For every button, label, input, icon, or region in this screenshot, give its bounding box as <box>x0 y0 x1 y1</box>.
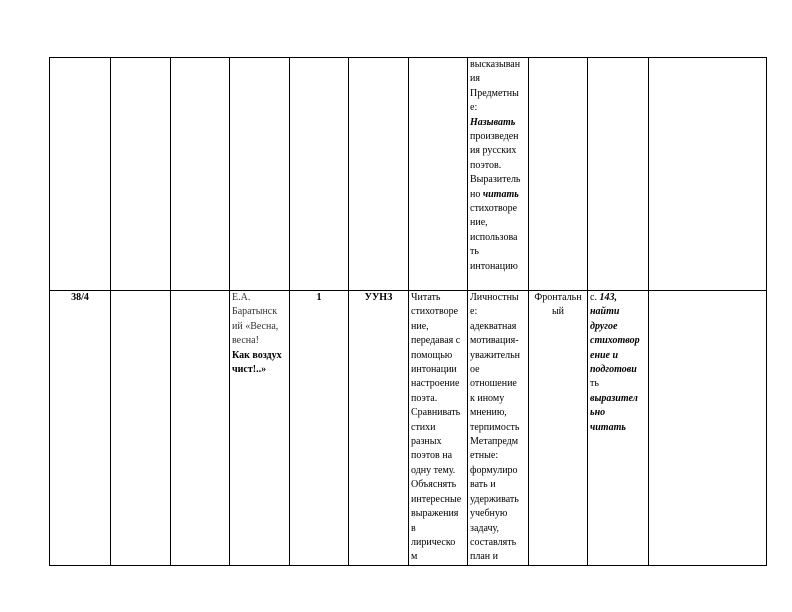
lesson-activities: Читать стихотворе ние, передавая с помощью интонации настроение поэта. Сравнивать стихи разных поэтов на одну тему. Объяснять интересные выражения в лирическо м <box>411 292 462 563</box>
body-text: высказыван <box>470 59 521 70</box>
text-line <box>470 188 526 202</box>
cell-type <box>349 291 409 566</box>
cell-empty <box>111 58 171 291</box>
lesson-type: УУНЗ <box>364 292 393 303</box>
body-text: Предметны <box>470 87 519 99</box>
lesson-number: 38/4 <box>71 292 89 303</box>
text-line <box>470 144 526 158</box>
text-line <box>470 116 526 130</box>
cell-empty <box>171 58 230 291</box>
text-line <box>470 159 526 173</box>
body-text: ия русских <box>470 145 517 157</box>
cell-type <box>349 58 409 291</box>
homework-emphasis: 143, найти другое стихотвор ение и подготови <box>590 292 640 376</box>
cell-hours <box>290 58 349 291</box>
lesson-form: Фронтальн ый <box>534 292 582 318</box>
cell-number <box>50 291 111 566</box>
body-text: ние, <box>470 217 488 229</box>
body-text: ия <box>470 73 480 85</box>
cell-empty <box>649 291 767 566</box>
cell-topic <box>230 58 290 291</box>
cell-number <box>50 58 111 291</box>
emphasis-text: Называть <box>470 116 516 128</box>
cell-empty <box>171 291 230 566</box>
cell-empty <box>111 291 171 566</box>
text-line <box>470 202 526 216</box>
text-line <box>470 101 526 115</box>
body-text: ть <box>470 246 479 258</box>
lesson-hours: 1 <box>316 292 322 303</box>
text-line <box>470 173 526 187</box>
body-text: е: <box>470 102 478 114</box>
text-line <box>470 245 526 259</box>
body-text: но <box>470 188 483 200</box>
cell-results <box>468 58 529 291</box>
homework-emphasis: выразител ьно читать <box>590 392 638 433</box>
body-text: поэтов. <box>470 159 502 171</box>
cell-topic <box>230 291 290 566</box>
body-text: Выразитель <box>470 174 521 186</box>
text-line <box>470 260 526 274</box>
body-text: произведен <box>470 131 519 143</box>
cell-form <box>529 291 588 566</box>
cell-results <box>468 291 529 566</box>
body-text: стихотворе <box>470 203 518 215</box>
lesson-plan-table <box>49 57 767 566</box>
cell-form <box>529 58 588 291</box>
lesson-topic-title: Как воздух чист!..» <box>232 349 282 376</box>
text-line <box>470 58 526 72</box>
body-text: использова <box>470 231 518 243</box>
text-line <box>470 72 526 86</box>
cell-homework <box>588 58 649 291</box>
cell-activities <box>409 58 468 291</box>
lesson-results: Личностны е: адекватная мотивация- уважительн ое отношение к иному мнению, терпимость Метапредм етные: формулиро вать и удерживать учебную задачу, составлять план и <box>470 292 520 563</box>
lesson-topic-author: Е.А. Баратынск ий «Весна, весна! <box>232 292 279 347</box>
table-row <box>50 291 767 566</box>
cell-empty <box>649 58 767 291</box>
body-text: интонацию <box>470 260 518 272</box>
text-line <box>470 87 526 101</box>
cell-hours <box>290 291 349 566</box>
table-row <box>50 58 767 291</box>
text-line <box>470 130 526 144</box>
text-line <box>470 231 526 245</box>
cell-activities <box>409 291 468 566</box>
cell-homework <box>588 291 649 566</box>
homework-text: ть <box>590 378 599 390</box>
emphasis-text: читать <box>482 188 519 200</box>
homework-text: с. <box>590 292 600 303</box>
text-line <box>470 216 526 230</box>
